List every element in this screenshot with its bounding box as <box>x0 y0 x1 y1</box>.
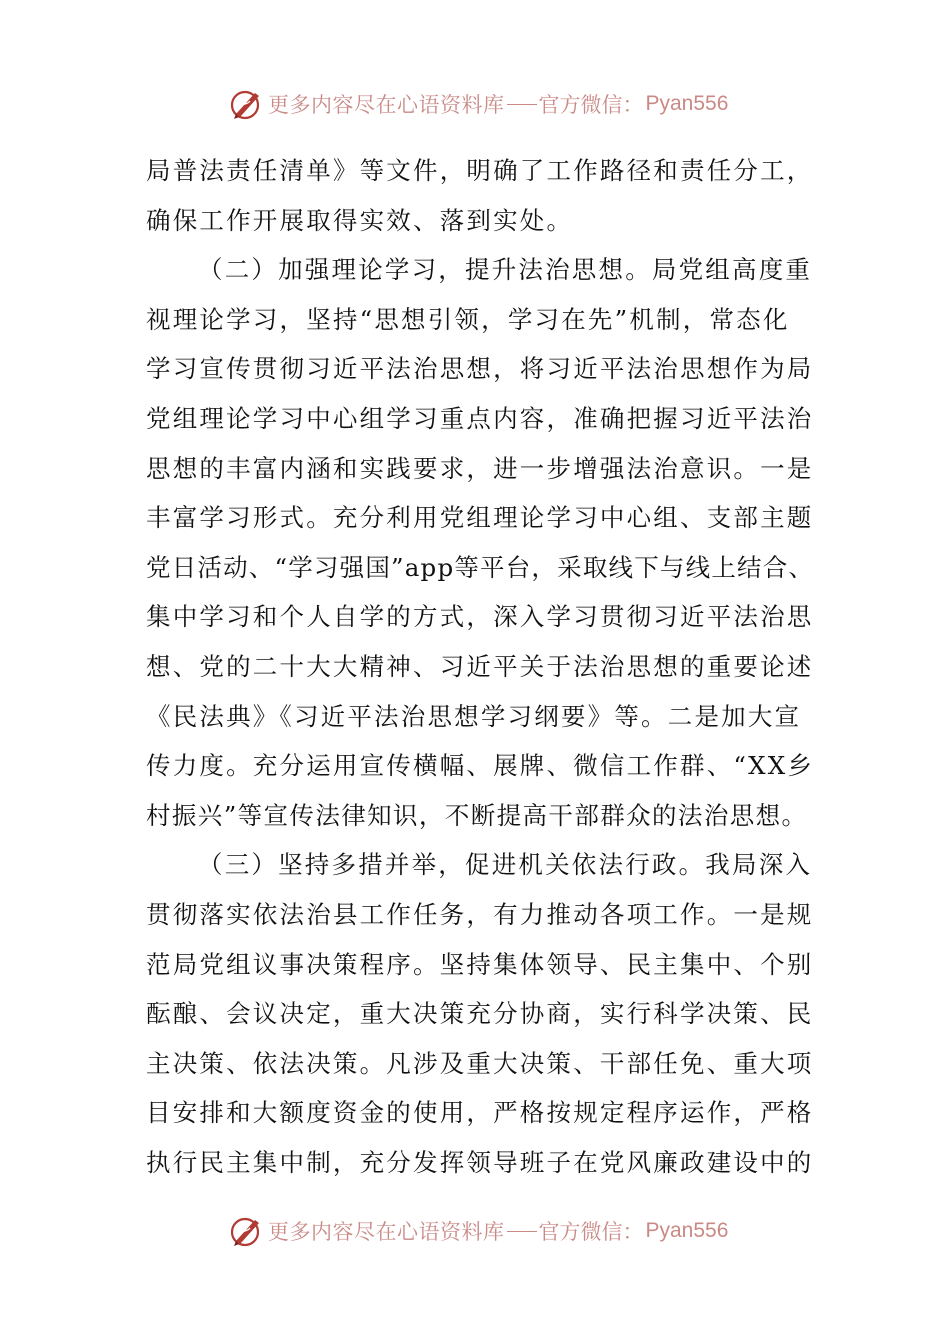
body-line: 目安排和大额度资金的使用，严格按规定程序运作，严格 <box>146 1098 814 1128</box>
body-line: 党日活动、“学习强国”app等平台，采取线下与线上结合、 <box>146 552 815 582</box>
body-line: 酝酿、会议决定，重大决策充分协商，实行科学决策、民 <box>146 999 814 1029</box>
banner-slogan: 更多内容尽在心语资料库 <box>268 1220 505 1244</box>
footer-banner <box>228 1211 748 1251</box>
banner-official-label: 官方微信： <box>538 93 644 117</box>
body-line: （二）加强理论学习，提升法治思想。局党组高度重 <box>198 255 813 285</box>
banner-wechat-id: Pyan556 <box>645 1219 729 1242</box>
banner-official-label: 官方微信： <box>538 1220 644 1244</box>
banner-wechat-id: Pyan556 <box>645 92 729 115</box>
body-line: 学习宣传贯彻习近平法治思想，将习近平法治思想作为局 <box>146 354 814 384</box>
pen-logo-icon <box>228 86 264 122</box>
body-line: 《民法典》《习近平法治思想学习纲要》等。二是加大宣 <box>146 701 802 731</box>
body-line: 想、党的二十大大精神、习近平关于法治思想的重要论述 <box>146 651 814 681</box>
header-banner <box>228 84 748 124</box>
document-body <box>146 146 815 1187</box>
body-line: 贯彻落实依法治县工作任务，有力推动各项工作。一是规 <box>146 899 814 929</box>
body-line: 确保工作开展取得实效、落到实处。 <box>146 205 574 235</box>
body-line: （三）坚持多措并举，促进机关依法行政。我局深入 <box>198 850 813 880</box>
body-line: 村振兴”等宣传法律知识，不断提高干部群众的法治思想。 <box>146 800 808 830</box>
banner-separator <box>507 104 537 105</box>
body-line: 传力度。充分运用宣传横幅、展牌、微信工作群、“XX乡 <box>146 751 815 781</box>
body-line: 丰富学习形式。充分利用党组理论学习中心组、支部主题 <box>146 503 814 533</box>
pen-logo-icon <box>228 1213 264 1249</box>
body-line: 执行民主集中制，充分发挥领导班子在党风廉政建设中的 <box>146 1147 814 1177</box>
body-line: 主决策、依法决策。凡涉及重大决策、干部任免、重大项 <box>146 1048 814 1078</box>
body-line: 局普法责任清单》等文件，明确了工作路径和责任分工， <box>146 156 814 185</box>
banner-separator <box>507 1231 537 1232</box>
banner-slogan: 更多内容尽在心语资料库 <box>268 93 505 117</box>
body-line: 思想的丰富内涵和实践要求，进一步增强法治意识。一是 <box>146 453 814 483</box>
body-line: 党组理论学习中心组学习重点内容，准确把握习近平法治 <box>146 403 814 433</box>
body-line: 范局党组议事决策程序。坚持集体领导、民主集中、个别 <box>146 949 814 979</box>
body-line: 集中学习和个人自学的方式，深入学习贯彻习近平法治思 <box>146 602 814 632</box>
body-line: 视理论学习，坚持“思想引领，学习在先”机制，常态化 <box>146 304 790 334</box>
